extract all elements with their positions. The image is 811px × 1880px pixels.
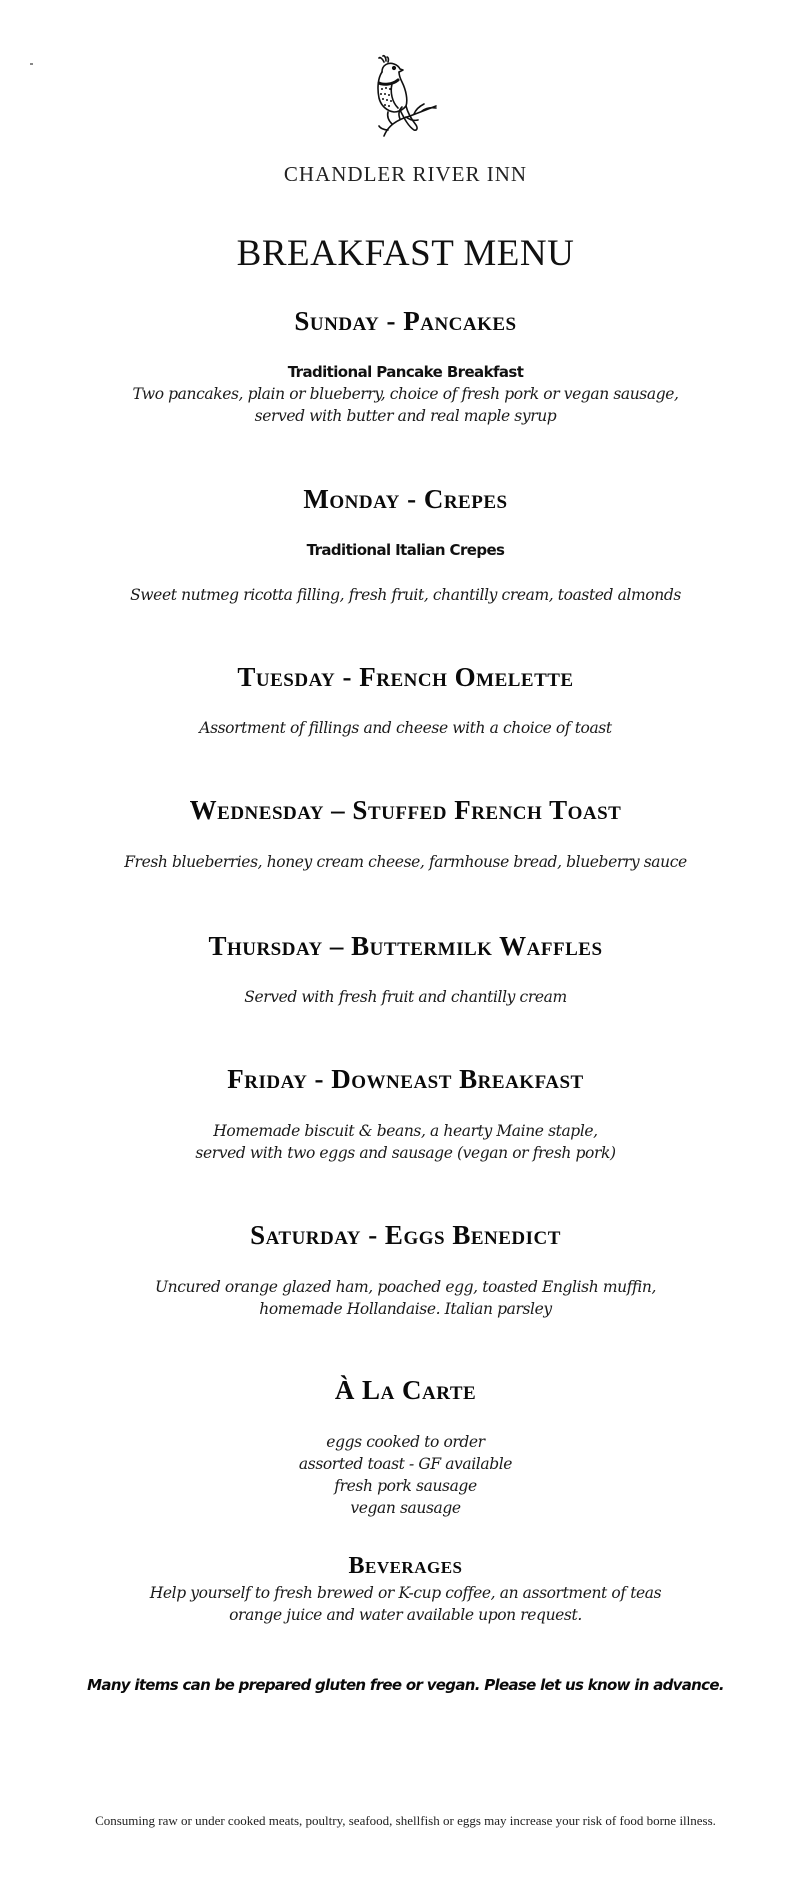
description-line: Served with fresh fruit and chantilly cream bbox=[244, 988, 567, 1006]
description-line: served with butter and real maple syrup bbox=[254, 407, 557, 425]
description-line: served with two eggs and sausage (vegan or fresh pork) bbox=[195, 1144, 616, 1162]
description-line: Fresh blueberries, honey cream cheese, farmhouse bread, blueberry sauce bbox=[124, 853, 687, 871]
dietary-note: Many items can be prepared gluten free or vegan. Please let us know in advance. bbox=[87, 1676, 724, 1694]
section-title-friday: Friday - Downeast Breakfast bbox=[227, 1064, 584, 1094]
description-line: Uncured orange glazed ham, poached egg, toasted English muffin, bbox=[154, 1278, 657, 1296]
section-description-a-la-carte bbox=[0, 1431, 811, 1519]
section-title-monday: Monday - Crepes bbox=[303, 484, 508, 514]
section-title-sunday: Sunday - Pancakes bbox=[294, 306, 517, 336]
description-line: Sweet nutmeg ricotta filling, fresh fruit, chantilly cream, toasted almonds bbox=[130, 586, 681, 604]
description-line: Help yourself to fresh brewed or K-cup coffee, an assortment of teas bbox=[149, 1584, 662, 1602]
section-title-beverages: Beverages bbox=[348, 1553, 463, 1579]
section-title-wednesday: Wednesday – Stuffed French Toast bbox=[189, 795, 622, 825]
section-description-monday bbox=[0, 584, 811, 606]
section-subtitle-monday: Traditional Italian Crepes bbox=[306, 541, 505, 559]
description-line: orange juice and water available upon request. bbox=[229, 1606, 582, 1624]
description-line: homemade Hollandaise. Italian parsley bbox=[259, 1300, 552, 1318]
page-title: BREAKFAST MENU bbox=[236, 233, 575, 274]
section-description-beverages bbox=[0, 1582, 811, 1626]
section-description-thursday bbox=[0, 986, 811, 1008]
section-title-saturday: Saturday - Eggs Benedict bbox=[250, 1220, 561, 1250]
section-description-friday bbox=[0, 1120, 811, 1164]
description-line: Two pancakes, plain or blueberry, choice of fresh pork or vegan sausage, bbox=[132, 385, 679, 403]
section-subtitle-sunday: Traditional Pancake Breakfast bbox=[287, 363, 524, 381]
food-safety-disclaimer: Consuming raw or under cooked meats, poultry, seafood, shellfish or eggs may increase your risk of food borne illness. bbox=[95, 1813, 716, 1828]
section-description-wednesday bbox=[0, 851, 811, 873]
corner-mark bbox=[30, 63, 33, 65]
section-description-saturday bbox=[0, 1276, 811, 1320]
a-la-carte-item: assorted toast - GF available bbox=[298, 1455, 513, 1473]
section-title-a-la-carte: À La Carte bbox=[334, 1375, 477, 1405]
section-description-tuesday bbox=[0, 717, 811, 739]
section-title-thursday: Thursday – Buttermilk Waffles bbox=[208, 931, 603, 961]
a-la-carte-item: eggs cooked to order bbox=[326, 1433, 485, 1451]
section-title-tuesday: Tuesday - French Omelette bbox=[237, 662, 574, 692]
description-line: Homemade biscuit & beans, a hearty Maine staple, bbox=[213, 1122, 598, 1140]
section-description-sunday bbox=[0, 383, 811, 427]
a-la-carte-item: vegan sausage bbox=[350, 1499, 461, 1517]
description-line: Assortment of fillings and cheese with a choice of toast bbox=[199, 719, 612, 737]
a-la-carte-item: fresh pork sausage bbox=[334, 1477, 477, 1495]
inn-name: CHANDLER RIVER INN bbox=[283, 162, 528, 186]
quail-bird-on-branch-icon bbox=[370, 54, 442, 138]
